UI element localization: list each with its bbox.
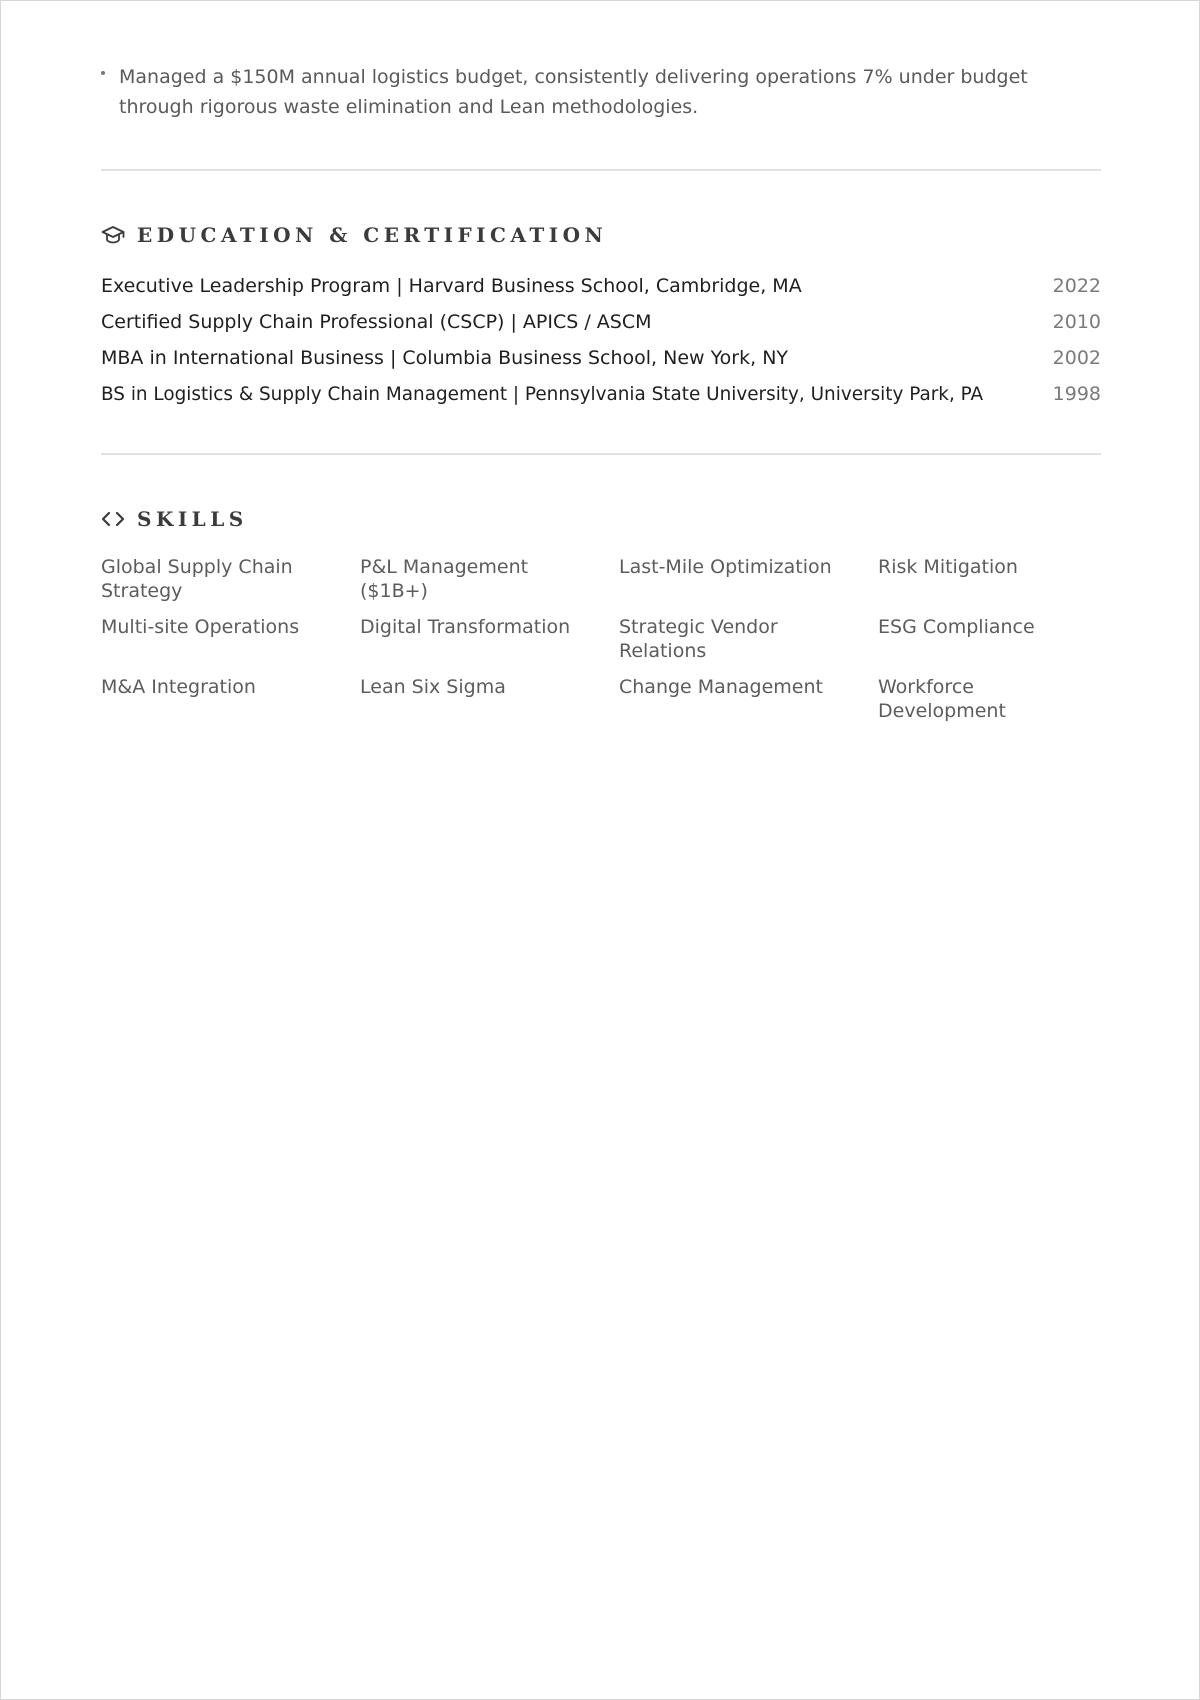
experience-bullet-text: Managed a $150M annual logistics budget, consistently delivering operations 7% under budget through rigorous waste elimination and Lean methodologies.: [119, 66, 1028, 118]
education-entry-name: Executive Leadership Program | Harvard Business School, Cambridge, MA: [101, 275, 802, 297]
skill-item: Lean Six Sigma: [360, 676, 506, 698]
education-entry-year: 2022: [1052, 275, 1101, 297]
skill-item: Workforce Development: [878, 676, 1006, 722]
education-entry-year: 2002: [1052, 347, 1101, 369]
bullet-dot: [101, 71, 105, 75]
education-entry: [101, 271, 1101, 301]
education-entry-year: 1998: [1052, 383, 1101, 405]
education-entry: [101, 379, 1101, 409]
skill-item: Risk Mitigation: [878, 556, 1018, 578]
skill-item: M&A Integration: [101, 676, 256, 698]
education-title: EDUCATION & CERTIFICATION: [137, 223, 608, 247]
skills-heading: [101, 504, 248, 534]
skill-item: Digital Transformation: [360, 616, 571, 638]
skills-title: SKILLS: [137, 507, 248, 531]
skill-item: Global Supply Chain Strategy: [101, 556, 293, 602]
skills-grid: [101, 555, 1101, 723]
education-entry-name: BS in Logistics & Supply Chain Management | Pennsylvania State University, University Park, PA: [101, 383, 984, 405]
skill-item: P&L Management ($1B+): [360, 556, 529, 602]
skill-item: Last-Mile Optimization: [619, 556, 832, 578]
section-divider: [101, 169, 1101, 171]
education-entry: [101, 343, 1101, 373]
education-entry-year: 2010: [1052, 311, 1101, 333]
section-divider: [101, 453, 1101, 455]
graduation-cap-icon: [101, 223, 125, 247]
education-entry-name: Certified Supply Chain Professional (CSCP) | APICS / ASCM: [101, 311, 652, 333]
education-entry: [101, 307, 1101, 337]
education-heading: [101, 220, 607, 250]
education-entry-name: MBA in International Business | Columbia Business School, New York, NY: [101, 347, 789, 369]
code-brackets-icon: [101, 507, 125, 531]
skill-item: Multi-site Operations: [101, 616, 300, 638]
skill-item: Change Management: [619, 676, 823, 698]
skill-item: ESG Compliance: [878, 616, 1035, 638]
skill-item: Strategic Vendor Relations: [619, 616, 778, 662]
